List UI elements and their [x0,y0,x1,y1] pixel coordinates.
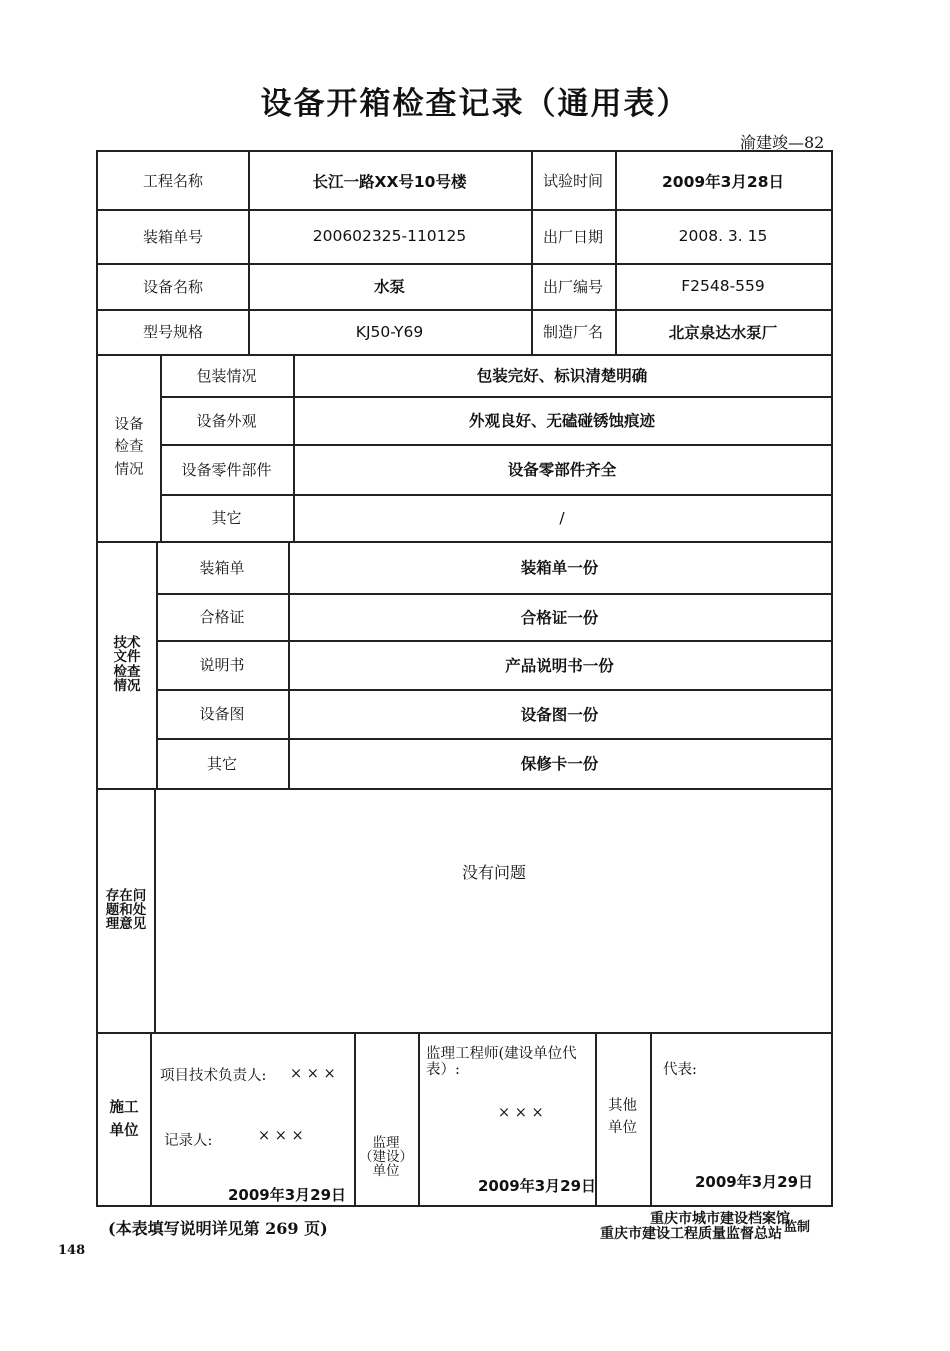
construction-date: 2009年3月29日 [228,1186,347,1204]
supervisor-engineer-signature: × × × [498,1105,544,1121]
mfg-date-value: 2008. 3. 15 [678,227,768,245]
serial-no-value: F2548-559 [681,277,765,295]
packaging-label: 包装情况 [196,366,257,385]
recorder-label: 记录人: [164,1133,213,1149]
packaging-value: 包装完好、标识清楚明确 [476,367,648,385]
supervisor-engineer-label: 监理工程师(建设单位代表）: [426,1046,577,1078]
manufacturer-value: 北京泉达水泵厂 [668,323,778,342]
certificate-label: 合格证 [199,608,245,626]
parts-label: 设备零件部件 [181,460,272,479]
other-unit-label: 其他 单位 [608,1097,637,1136]
test-time-value: 2009年3月28日 [662,172,784,191]
other-unit-date: 2009年3月29日 [695,1173,814,1191]
test-time-label: 试验时间 [542,172,603,190]
supervision-unit-label: 监理 （建设） 单位 [359,1134,413,1180]
issuer-suffix: 监制 [784,1219,811,1235]
construction-unit-label: 施工 单位 [109,1099,139,1139]
manual-value: 产品说明书一份 [505,656,614,675]
tech-docs-section-label: 技术 文件 检查 情况 [113,635,141,694]
certificate-value: 合格证一份 [520,608,599,627]
parts-value: 设备零部件齐全 [507,461,617,479]
supervision-date: 2009年3月29日 [478,1177,597,1195]
issuer-line-1: 重庆市城市建设档案馆 [650,1211,790,1227]
manufacturer-label: 制造厂名 [542,323,603,341]
project-name-label: 工程名称 [142,172,203,190]
tech-lead-label: 项目技术负责人: [160,1068,267,1084]
equipment-name-label: 设备名称 [142,277,203,296]
issuer-line-2: 重庆市建设工程质量监督总站 [600,1226,782,1243]
serial-no-label: 出厂编号 [542,277,603,296]
drawing-label: 设备图 [199,705,245,723]
packing-list-label: 装箱单 [199,558,245,577]
form-title: 设备开箱检查记录（通用表） [260,86,690,122]
packing-no-value: 200602325-110125 [312,227,467,245]
model-label: 型号规格 [142,323,203,341]
footer-note: (本表填写说明详见第 269 页) [108,1219,328,1238]
packing-list-value: 装箱单一份 [520,559,599,577]
tech-lead-signature: × × × [290,1066,336,1082]
model-value: KJ50-Y69 [355,322,424,341]
docs-other-label: 其它 [206,754,237,773]
project-name-value: 长江一路XX号10号楼 [312,172,467,191]
equipment-other-value: / [559,508,565,527]
inspection-form-table [96,150,833,1207]
manual-label: 说明书 [199,656,245,674]
docs-other-value: 保修卡一份 [520,755,599,773]
issues-section-label: 存在问 题和处 理意见 [105,887,147,933]
page-number: 148 [58,1243,86,1258]
equipment-name-value: 水泵 [373,278,405,296]
form-code: 渝建竣—82 [740,133,825,152]
issues-value: 没有问题 [462,863,527,882]
representative-label: 代表: [663,1062,697,1078]
recorder-signature: × × × [258,1128,304,1144]
equipment-other-label: 其它 [211,509,242,527]
equipment-check-section-label: 设备 检查 情况 [114,416,144,478]
packing-no-label: 装箱单号 [142,227,203,246]
mfg-date-label: 出厂日期 [542,227,603,246]
appearance-value: 外观良好、无磕碰锈蚀痕迹 [468,412,655,430]
issuer-block [600,1212,810,1243]
drawing-value: 设备图一份 [520,705,599,724]
appearance-label: 设备外观 [196,411,257,430]
